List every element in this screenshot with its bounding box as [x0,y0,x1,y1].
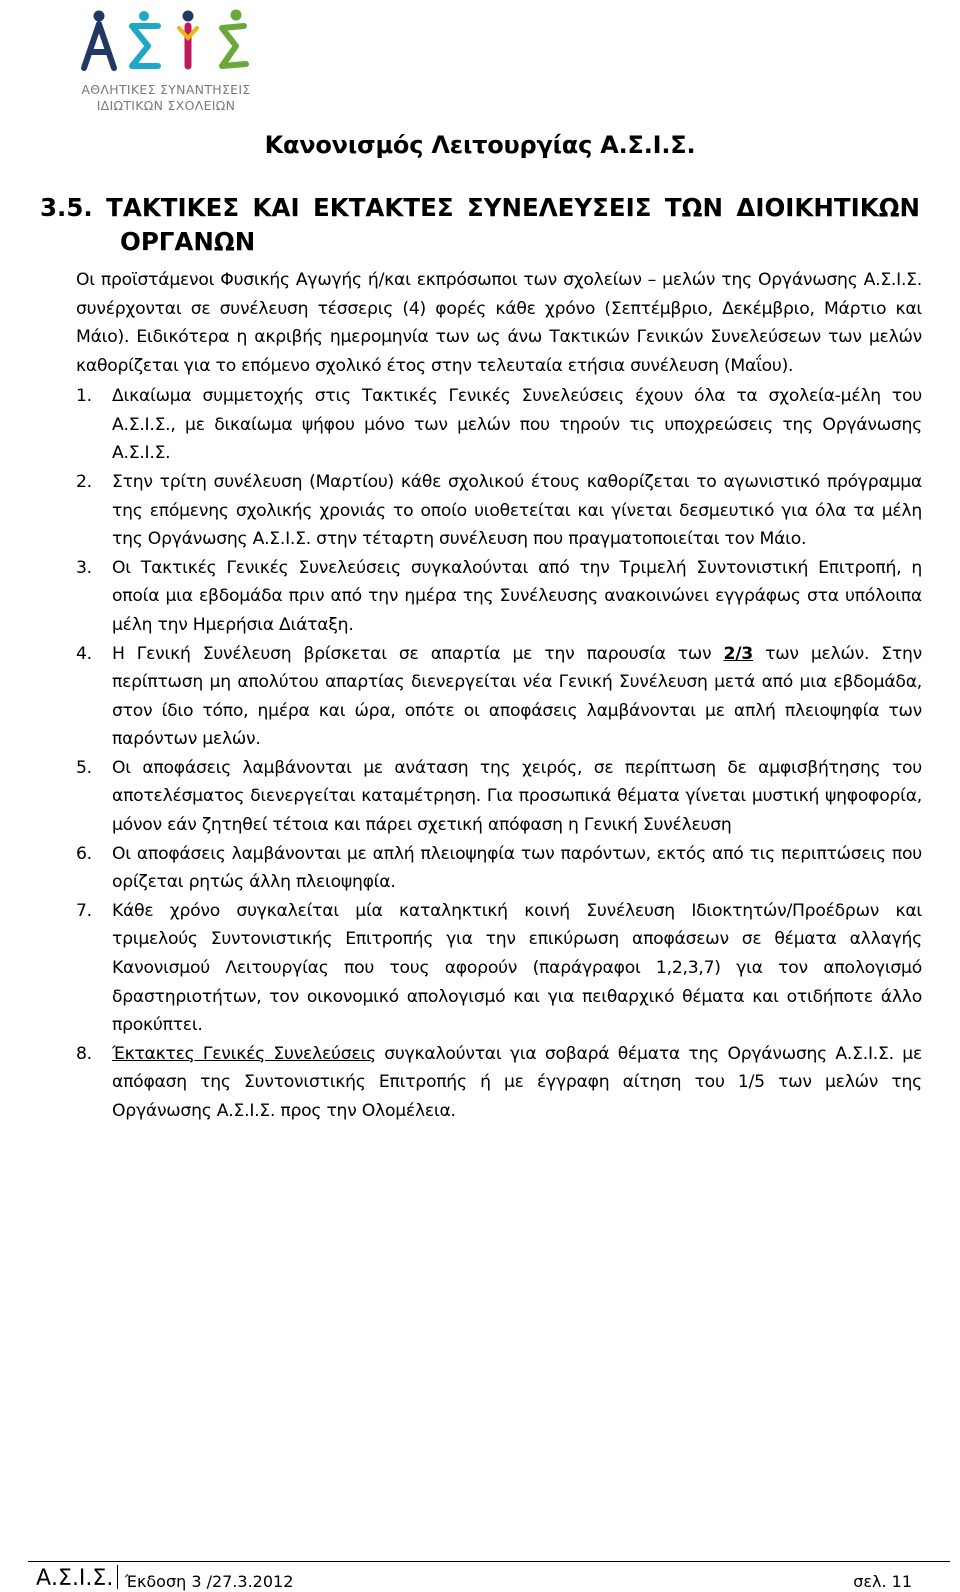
list-item [76,840,922,897]
list-text: Δικαίωμα συμμετοχής στις Τακτικές Γενικές Συνελεύσεις έχουν όλα τα σχολεία-μέλη του Α.Σ.Ι.Σ., με δικαίωμα ψήφου μόνο των μελών που τηρούν τις υποχρεώσεις της Οργάνωσης Α.Σ.Ι.Σ. [112,386,922,464]
quorum-fraction: 2/3 [723,643,753,664]
list-number: 1. [76,386,92,407]
list-number: 5. [76,757,92,778]
list-number: 3. [76,557,92,578]
extraordinary-text: συγκαλούνται για σοβαρά θέματα της Οργάνωσης Α.Σ.Ι.Σ. με απόφαση της Συντονιστικής Επιτροπής ή με έγγραφη αίτηση του 1/5 των μελών της Οργάνωσης Α.Σ.Ι.Σ. προς την Ολομέλεια. [112,1043,922,1122]
section-body [76,266,922,1126]
list-text [112,1040,922,1126]
list-text: Οι αποφάσεις λαμβάνονται με ανάταση της χειρός, σε περίπτωση δε αμφισβήτησης του αποτελέσματος διενεργείται καταμέτρηση. Για προσωπικά θέματα γίνεται μυστική ψηφοφορία, μόνον εάν ζητηθεί τέτοια και πάρει σχετική απόφαση η Γενική Συνέλευση [112,757,922,836]
logo-sigma-1-icon [132,26,158,66]
footer-org: Α.Σ.Ι.Σ. [36,1566,114,1591]
list-item [76,1040,922,1126]
list-number: 4. [76,643,92,664]
list-number: 6. [76,843,92,864]
footer-rule [28,1561,950,1562]
footer-separator [117,1565,118,1589]
logo-mark-icon [76,6,256,78]
logo-head-1 [94,11,105,22]
logo-head-4 [231,10,242,21]
list-item [76,640,922,754]
logo-head-2 [139,11,149,21]
list-item [76,468,922,554]
quorum-text-after: των μελών. Στην περίπτωση μη απολύτου απαρτίας διενεργείται νέα Γενική Συνέλευση μετά από μια εβδομάδα, στον ίδιο τόπο, ημέρα και ώρα, οπότε οι αποφάσεις λαμβάνονται με απλή πλειοψηφία των παρόντων μελών. [112,643,923,750]
list-item [76,754,922,840]
list-number: 7. [76,900,92,921]
heading-word: ΤΩΝ [664,193,723,222]
list-number: 8. [76,1043,92,1064]
numbered-list [76,382,922,1125]
list-item [76,382,922,468]
list-text [112,640,922,754]
list-text: Στην τρίτη συνέλευση (Μαρτίου) κάθε σχολικού έτους καθορίζεται το αγωνιστικό πρόγραμμα της επόμενης σχολικής χρονιάς το οποίο υιοθετείται και γίνεται δεσμευτικό για όλα τα μέλη της Οργάνωσης Α.Σ.Ι.Σ. στην τέταρτη συνέλευση που πραγματοποιείται τον Μάιο. [112,471,922,550]
heading-continuation: ΟΡΓΑΝΩΝ [120,227,256,256]
section-number: 3.5. [40,193,93,222]
document-title: Κανονισμός Λειτουργίας Α.Σ.Ι.Σ. [264,131,696,159]
logo-text-line-2: ΙΔΙΩΤΙΚΩΝ ΣΧΟΛΕΙΩΝ [96,98,236,113]
logo-head-3 [183,11,194,22]
section-heading [40,192,921,256]
intro-paragraph: Οι προϊστάμενοι Φυσικής Αγωγής ή/και εκπρόσωποι των σχολείων – μελών της Οργάνωσης Α.Σ.Ι.Σ. συνέρχονται σε συνέλευση τέσσερις (4) φορές κάθε χρόνο (Σεπτέμβριο, Δεκέμβριο, Μάρτιο και Μάιο). Ειδικότερα η ακριβής ημερομηνία των ως άνω Τακτικών Γενικών Συνελεύσεων των μελών καθορίζεται για το επόμενο σχολικό έτος στην τελευταία ετήσια συνέλευση (Μαΐου). [76,270,922,376]
org-logo [76,6,256,116]
heading-word: ΔΙΟΙΚΗΤΙΚΩΝ [736,193,921,222]
logo-text-line-1: ΑΘΛΗΤΙΚΕΣ ΣΥΝΑΝΤΗΣΕΙΣ [81,82,251,97]
extraordinary-assemblies-term: Έκτακτες Γενικές Συνελεύσεις [112,1043,376,1064]
list-text: Κάθε χρόνο συγκαλείται μία καταληκτική κοινή Συνέλευση Ιδιοκτητών/Προέδρων και τριμελούς Συντονιστικής Επιτροπής για την επικύρωση αποφάσεων σε θέματα αλλαγής Κανονισμού Λειτουργίας που τους αφορούν (παράγραφοι 1,2,3,7) για τον απολογισμό δραστηριοτήτων, τον οικονομικό απολογισμό και για πειθαρχικό θέματα και οτιδήποτε άλλο προκύπτει. [112,900,922,1036]
list-text: Οι Τακτικές Γενικές Συνελεύσεις συγκαλούνται από την Τριμελή Συντονιστική Επιτροπή, η οποία μια εβδομάδα πριν από την ημέρα της Συνέλευσης ανακοινώνει εγγράφως στα υπόλοιπα μέλη την Ημερήσια Διάταξη. [112,557,922,635]
heading-word: ΕΚΤΑΚΤΕΣ [313,193,454,222]
quorum-text-before: Η Γενική Συνέλευση βρίσκεται σε απαρτία με την παρουσία των [112,643,724,664]
footer-page-number: σελ. 11 [853,1572,912,1591]
logo-sigma-2-icon [222,26,246,66]
heading-word: ΣΥΝΕΛΕΥΣΕΙΣ [467,193,652,222]
footer-edition: Έκδοση 3 /27.3.2012 [125,1572,294,1591]
heading-word: ΚΑΙ [252,193,300,222]
heading-word: ΤΑΚΤΙΚΕΣ [106,193,240,222]
logo-alpha-icon [84,24,114,68]
list-item [76,554,922,640]
list-text: Οι αποφάσεις λαμβάνονται με απλή πλειοψηφία των παρόντων, εκτός από τις περιπτώσεις που ορίζεται ρητώς άλλη πλειοψηφία. [112,843,922,893]
list-number: 2. [76,471,92,492]
list-item [76,897,922,1040]
